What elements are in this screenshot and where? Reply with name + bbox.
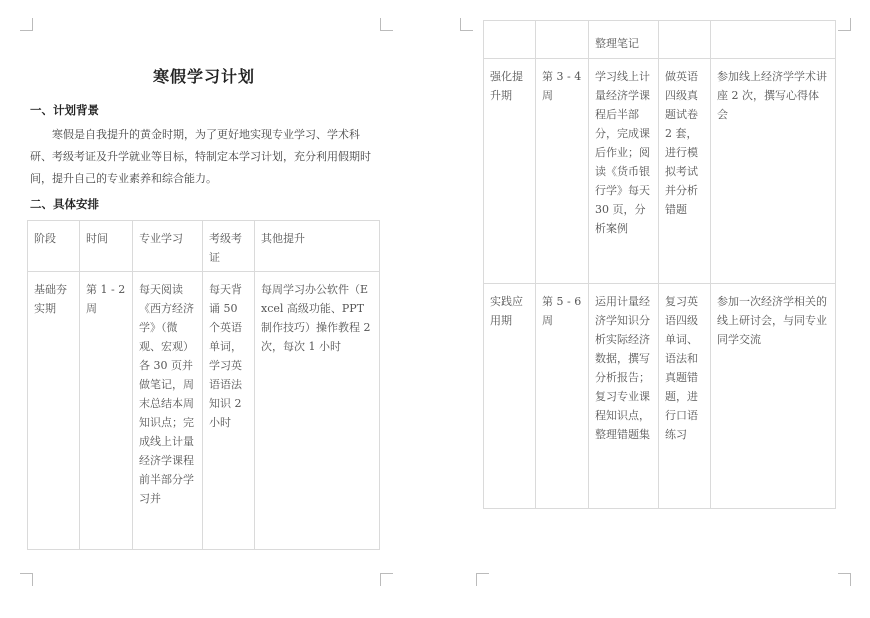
table-cell: 第 5 - 6 周 — [536, 284, 589, 509]
table-cell: 复习英语四级单词、语法和真题错题，进行口语练习 — [659, 284, 711, 509]
table-cell: 基础夯实期 — [28, 272, 80, 550]
header-cell-exams: 考级考证 — [203, 221, 255, 272]
document-page-2 — [460, 0, 870, 618]
header-cell-time: 时间 — [80, 221, 133, 272]
table-cell — [484, 21, 536, 59]
table-cell: 强化提升期 — [484, 59, 536, 284]
section-heading-background: 一、计划背景 — [30, 103, 99, 117]
page-corner-mark — [20, 573, 33, 586]
page-corner-mark — [476, 573, 489, 586]
table-cell: 每周学习办公软件（Excel 高级功能、PPT 制作技巧）操作教程 2 次，每次 1 小时 — [255, 272, 380, 550]
table-cell: 学习线上计量经济学课程后半部分，完成课后作业；阅读《货币银行学》每天 30 页，分析案例 — [589, 59, 659, 284]
table-cell: 实践应用期 — [484, 284, 536, 509]
background-paragraph: 寒假是自我提升的黄金时期，为了更好地实现专业学习、学术科研、考级考证及升学就业等目标，特制定本学习计划，充分利用假期时间，提升自己的专业素养和综合能力。 — [30, 128, 371, 185]
table-cell — [659, 21, 711, 59]
header-cell-other: 其他提升 — [255, 221, 380, 272]
header-cell-major-study: 专业学习 — [133, 221, 203, 272]
page-corner-mark — [20, 18, 33, 31]
table-row — [484, 21, 836, 59]
document-page-1 — [0, 0, 410, 618]
table-cell: 参加线上经济学学术讲座 2 次，撰写心得体会 — [711, 59, 836, 284]
table-cell: 每天阅读《西方经济学》（微观、宏观）各 30 页并做笔记，周末总结本周知识点；完成线上计量经济学课程前半部分学习并 — [133, 272, 203, 550]
schedule-table — [27, 220, 380, 550]
page-corner-mark — [838, 573, 851, 586]
page-corner-mark — [838, 18, 851, 31]
table-cell — [536, 21, 589, 59]
page-corner-mark — [460, 18, 473, 31]
section-heading-schedule: 二、具体安排 — [30, 197, 99, 211]
table-cell: 参加一次经济学相关的线上研讨会，与同专业同学交流 — [711, 284, 836, 509]
table-header-row — [28, 221, 380, 272]
table-cell — [711, 21, 836, 59]
page-corner-mark — [380, 18, 393, 31]
page-corner-mark — [380, 573, 393, 586]
table-row — [484, 59, 836, 284]
table-cell: 运用计量经济学知识分析实际经济数据，撰写分析报告；复习专业课程知识点，整理错题集 — [589, 284, 659, 509]
document-title: 寒假学习计划 — [152, 67, 255, 86]
table-cell: 第 3 - 4 周 — [536, 59, 589, 284]
table-cell: 每天背诵 50 个英语单词，学习英语语法知识 2 小时 — [203, 272, 255, 550]
table-row — [28, 272, 380, 550]
table-cell: 做英语四级真题试卷 2 套，进行模拟考试并分析错题 — [659, 59, 711, 284]
schedule-table-continued — [483, 20, 836, 509]
table-cell: 整理笔记 — [589, 21, 659, 59]
header-cell-stage: 阶段 — [28, 221, 80, 272]
table-cell: 第 1 - 2 周 — [80, 272, 133, 550]
table-row — [484, 284, 836, 509]
